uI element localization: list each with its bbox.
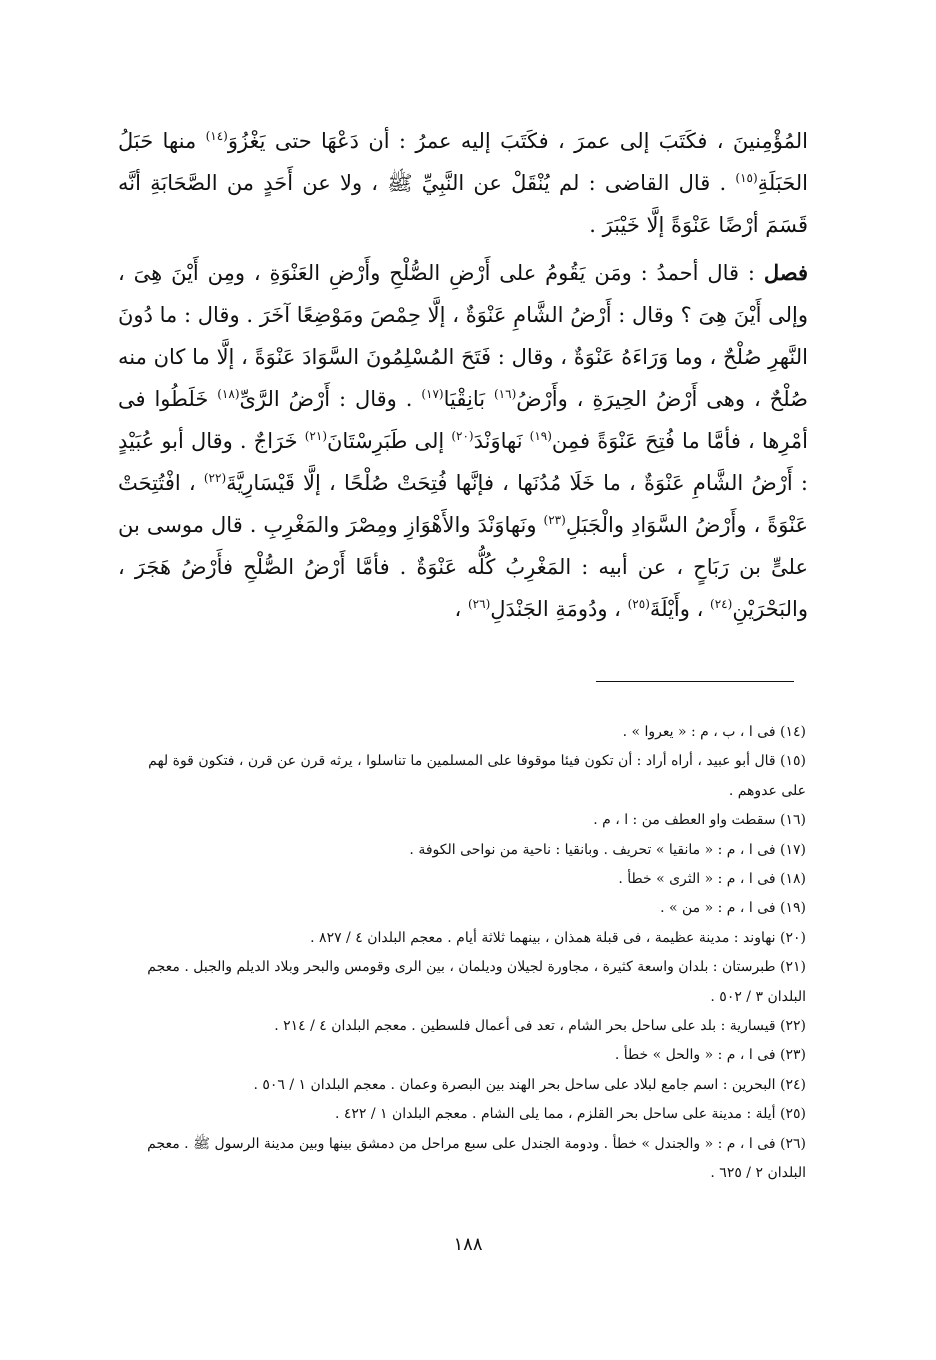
footnote-15: (١٥) قال أبو عبيد ، أراه أراد : أن تكون فيئا موقوفا على المسلمين ما تناسلوا ، يرثه قرن عن قرن ، فتكون قوة لهم على عدوهم . <box>148 753 806 799</box>
footnote-26: (٢٦) فى ا ، م : « والجندل » خطأ . ودومة الجندل على سبع مراحل من دمشق بينها وبين مدينة الرسول ﷺ . معجم البلدان ٢ / ٦٢٥ . <box>147 1135 806 1182</box>
text-run: منها حَبَلُ الحَبَلَةِ <box>118 129 808 195</box>
footnote-16: (١٦) سقطت واو العطف من : ا ، م . <box>593 812 806 829</box>
footnote-ref: (٢٠) <box>451 429 474 443</box>
footnotes-section <box>120 718 806 1189</box>
text-run: خَرَاجٌ . وقال أبو عُبَيْدٍ : أَرْضُ الشَّامِ عَنْوَةٌ ، ما خَلَا مُدُنَها ، فإنَّها فُتِحَتْ صُلْحًا ، إلَّا قَيْسَارِيَّةَ <box>118 429 808 495</box>
footnote-ref: (١٩) <box>529 429 552 443</box>
footnote-ref: (١٤) <box>205 129 228 143</box>
text-run: نَهاوَنْدَ <box>473 429 530 453</box>
footnote-14: (١٤) فى ا ، ب ، م : « يعروا » . <box>622 724 806 740</box>
footnote-ref: (٢٥) <box>627 597 650 611</box>
section-label: فصل <box>763 260 808 285</box>
footnote-ref: (١٥) <box>735 171 758 185</box>
footnote-ref: (٢٣) <box>543 513 566 527</box>
text-run: ونَهاوَنْدَ والأَهْوَازِ ومِصْرَ والمَغْرِبِ . قال موسى بن علىٍّ بن رَبَاحٍ ، عن أبيه : المَغْرِبُ كُلُّه عَنْوَةٌ . فأمَّا أَرْضُ الصُّلْحِ فأَرْضُ هَجَرَ ، والبَحْرَيْنِ <box>118 513 808 621</box>
main-paragraph <box>118 252 808 630</box>
footnote-ref: (١٧) <box>421 387 444 401</box>
text-run: إلى طَبَرِسْتَانَ <box>327 429 452 453</box>
footnote-ref: (٢٢) <box>203 471 227 485</box>
footnote-22: (٢٢) قيسارية : بلد على ساحل بحر الشام ، تعد فى أعمال فلسطين . معجم البلدان ٤ / ٢١٤ . <box>274 1018 806 1035</box>
footnote-25: (٢٥) أيلة : مدينة على ساحل بحر القلزم ، مما يلى الشام . معجم البلدان ١ / ٤٢٢ . <box>334 1106 806 1123</box>
text-run: . وقال : أَرْضُ الرَّىِّ <box>239 387 422 411</box>
footnote-ref: (١٨) <box>217 387 240 401</box>
text-run: المُؤْمِنينَ ، فكَتَبَ إلى عمرَ ، فكَتَبَ إليه عمرُ : أن دَعْهَا حتى يَغْزُوَ <box>227 129 808 153</box>
footnote-divider <box>596 681 794 682</box>
text-run: ، ودُومَةِ الجَنْدَلِ <box>490 597 628 621</box>
footnote-ref: (٢٦) <box>467 597 491 611</box>
footnote-23: (٢٣) فى ا ، م : « والحل » خطأ . <box>614 1047 806 1064</box>
main-paragraph <box>118 120 808 246</box>
page-number: ١٨٨ <box>453 1234 483 1255</box>
footnote-18: (١٨) فى ا ، م : « الثرى » خطأ . <box>618 871 806 888</box>
text-run: خَلَطُوا فى أمْرِها ، فأمَّا ما فُتِحَ عَنْوَةً فمِن <box>118 387 808 453</box>
main-text-body <box>118 120 808 630</box>
footnote-24: (٢٤) البحرين : اسم جامع لبلاد على ساحل بحر الهند بين البصرة وعمان . معجم البلدان ١ / ٥٠٦ . <box>253 1076 806 1093</box>
footnote-17: (١٧) فى ا ، م : « مانقيا » تحريف . وبانقيا : ناحية من نواحى الكوفة . <box>409 841 806 858</box>
footnote-19: (١٩) فى ا ، م : « من » . <box>660 900 806 917</box>
text-run: ، <box>454 597 468 621</box>
footnote-ref: (٢٤) <box>710 597 733 611</box>
footnote-ref: (١٦) <box>493 387 517 401</box>
text-run: بَانِقْيَا <box>443 387 494 411</box>
footnote-21: (٢١) طبرستان : بلدان واسعة كثيرة ، مجاورة لجيلان وديلمان ، بين الرى وقومس والبحر وبلاد الديلم والجبل . معجم البلدان ٣ / ٥٠٢ . <box>147 959 806 1005</box>
text-run: : قال أحمدُ : ومَن يَقُومُ على أَرْضِ الصُّلْحِ وأَرْضِ العَنْوَةِ ، ومِن أَيْنَ هِىَ ، وإلى أَيْنَ هِىَ ؟ وقال : أَرْضُ الشَّامِ عَنْوَةٌ ، إلَّا حِمْصَ ومَوْضِعًا آخَرَ . وقال : ما دُونَ النَّهرِ صُلْحٌ ، وما وَرَاءَهُ عَنْوَةٌ ، وقال : فَتَحَ المُسْلِمُونَ السَّوَادَ عَنْوَةً ، إلَّا ما كان منه صُلْحٌ ، وهى أَرْضُ الحِيرَةِ ، وأَرْضُ <box>118 261 808 411</box>
text-run: . قال القاضى : لم يُنْقَلْ عن النَّبِيِّ ﷺ ، ولا عن أَحَدٍ من الصَّحَابَةِ أنَّه قَسَمَ أرْضًا عَنْوَةً إلَّا خَيْبَرَ . <box>118 171 808 237</box>
text-run: ، وأَيْلَةَ <box>649 597 711 621</box>
text-run: ، افْتُتِحَتْ عَنْوَةً ، وأَرْضُ السَّوَادِ والْجَبَلِ <box>118 471 808 537</box>
footnote-ref: (٢١) <box>304 429 327 443</box>
footnote-20: (٢٠) نهاوند : مدينة عظيمة ، فى قبلة همذان ، بينهما ثلاثة أيام . معجم البلدان ٤ / ٨٢٧ . <box>310 929 806 946</box>
